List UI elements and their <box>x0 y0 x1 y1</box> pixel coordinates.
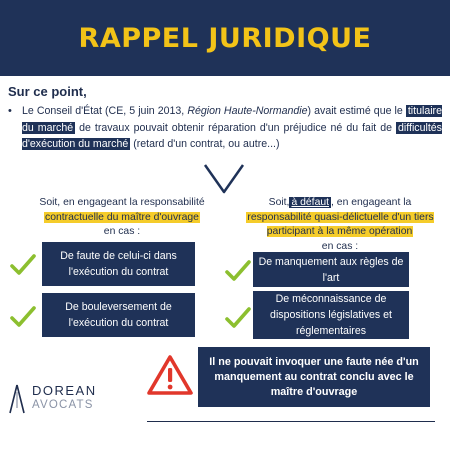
left-line-3: en cas : <box>103 226 141 237</box>
right-intro <box>236 196 444 254</box>
right-line-3: en cas : <box>321 240 359 252</box>
warning-box: Il ne pouvait invoquer une faute née d'un manquement au contrat conclu avec le maître d'ouvrage <box>198 347 430 407</box>
right-line-1c: , en engageant la <box>331 197 412 208</box>
footer-divider <box>147 421 435 422</box>
left-case-box-2: De bouleversement de l'exécution du contrat <box>42 293 195 337</box>
intro-heading: Sur ce point, <box>8 84 87 99</box>
page-title: RAPPEL JURIDIQUE <box>78 22 372 54</box>
left-intro <box>8 196 236 240</box>
left-case-box-1: De faute de celui-ci dans l'exécution du contrat <box>42 242 195 286</box>
logo-subtitle: AVOCATS <box>32 399 94 411</box>
warning-icon <box>147 354 193 396</box>
highlight-a-defaut: à défaut <box>291 197 330 208</box>
intro-text-5: de travaux pouvait obtenir réparation d'un préjudice né du fait de <box>75 121 397 134</box>
dorean-logo-icon <box>8 384 26 414</box>
check-icon <box>225 306 251 330</box>
highlight-titulaire: titulaire du marché <box>22 105 442 134</box>
intro-text-1: Le Conseil d'État (CE, 5 juin 2013, <box>22 105 188 117</box>
right-highlight: responsabilité quasi-délictuelle d'un tiers participant à la même opération <box>247 211 434 237</box>
left-highlight: contractuelle du maître d'ouvrage <box>45 211 199 223</box>
right-case-box-2: De méconnaissance de dispositions législatives et réglementaires <box>253 291 409 339</box>
intro-text-3: ) avait estimé que le <box>307 105 406 117</box>
intro-text-7: (retard d'un contrat, ou autre...) <box>130 138 280 150</box>
highlight-difficultes: difficultés d'exécution du marché <box>22 121 442 150</box>
check-icon <box>10 253 36 277</box>
right-case-box-1: De manquement aux règles de l'art <box>253 252 409 287</box>
bullet-glyph: • <box>8 105 12 117</box>
right-line-1a: Soit, <box>268 197 290 208</box>
intro-case-name: Région Haute-Normandie <box>187 105 308 117</box>
left-line-1: Soit, en engageant la responsabilité <box>39 197 205 208</box>
intro-paragraph <box>8 103 442 153</box>
check-icon <box>225 259 251 283</box>
header-banner <box>0 0 450 76</box>
down-arrow-icon <box>203 163 245 195</box>
logo-name: DOREAN <box>32 383 97 398</box>
check-icon <box>10 305 36 329</box>
